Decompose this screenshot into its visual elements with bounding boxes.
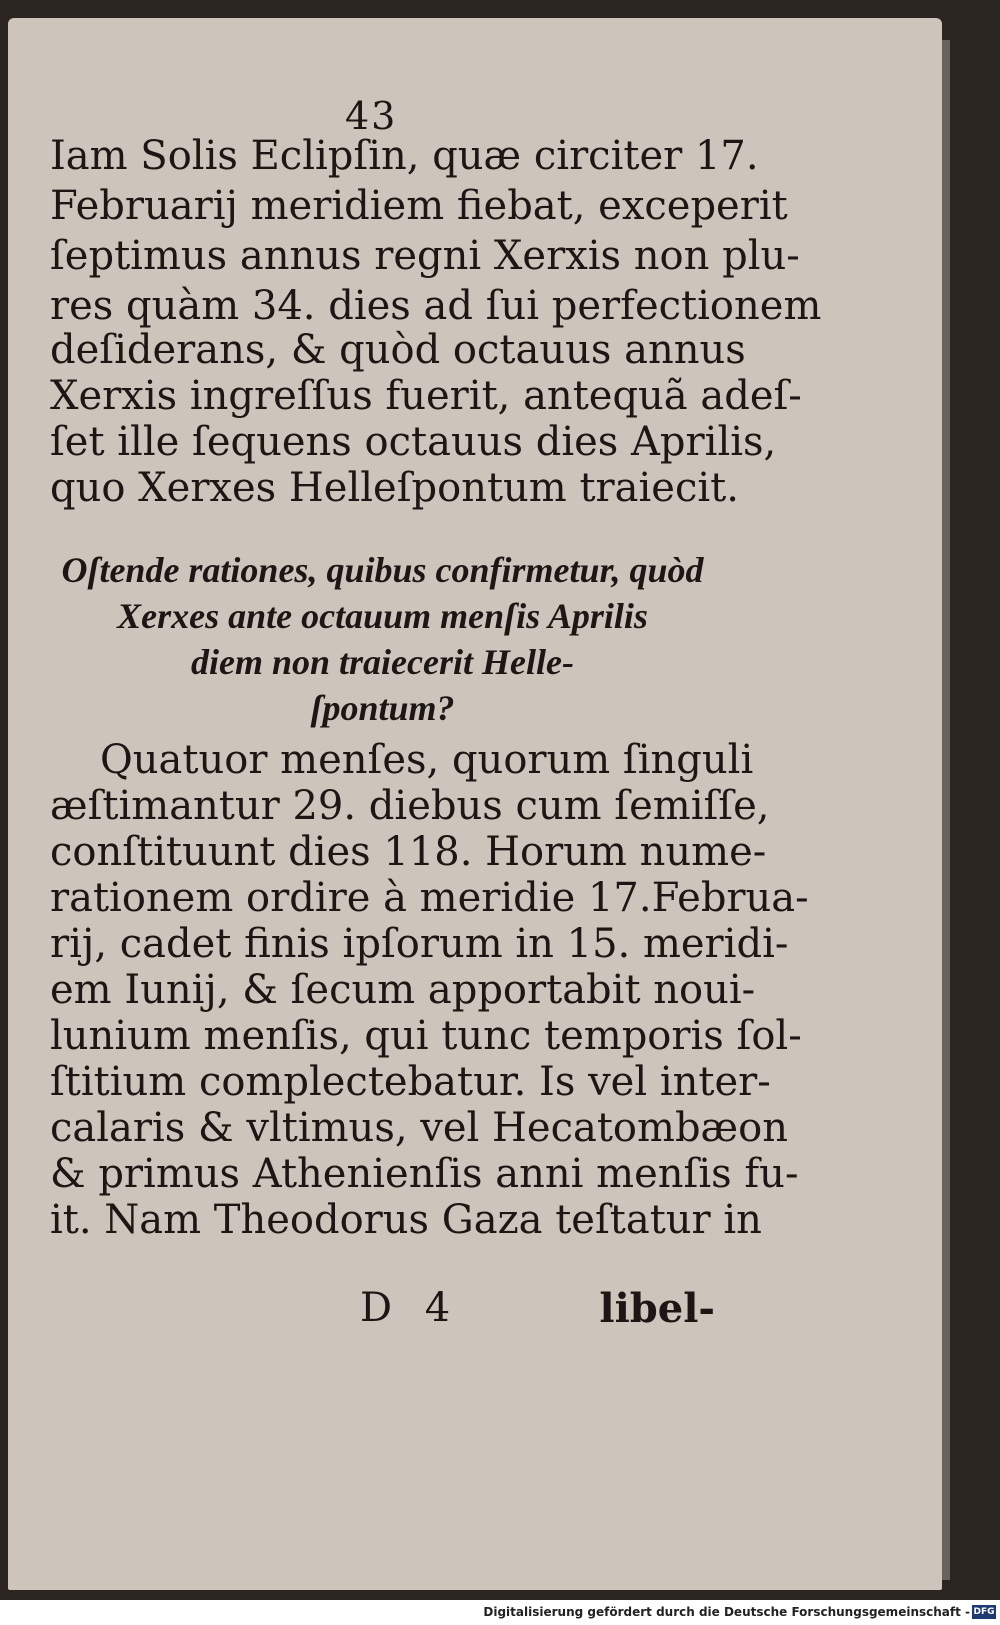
dfg-logo: DFG [973, 1607, 995, 1617]
text-line: rij, cadet finis ipſorum in 15. meridi- [50, 921, 789, 967]
text-line: rationem ordire à meridie 17.Februa- [50, 875, 809, 921]
heading-line: ſpontum? [310, 688, 455, 728]
signature-mark: D 4 [360, 1285, 451, 1331]
heading-line: Oſtende rationes, quibus confirmetur, quòd [61, 550, 704, 590]
heading-line: diem non traiecerit Helle- [191, 642, 574, 682]
text-line: Februarij meridiem fiebat, exceperit [50, 183, 788, 229]
text-line: lunium menſis, qui tunc temporis ſol- [50, 1013, 802, 1059]
text-line: & primus Athenienſis anni menſis fu- [50, 1151, 799, 1197]
text-line: calaris & vltimus, vel Hecatombæon [50, 1105, 788, 1151]
digitization-footer [0, 1600, 1000, 1625]
text-line: ſtitium complectebatur. Is vel inter- [50, 1059, 771, 1105]
text-line: em Iunij, & ſecum apportabit noui- [50, 967, 756, 1013]
text-line: Xerxis ingreſſus fuerit, antequã adeſ- [50, 373, 802, 419]
text-line: it. Nam Theodorus Gaza teſtatur in [50, 1197, 762, 1243]
page-number: 43 [345, 94, 398, 138]
page-edge [942, 40, 950, 1580]
text-line: Quatuor menſes, quorum ſinguli [100, 737, 754, 783]
text-line: ſet ille ſequens octauus dies Aprilis, [50, 419, 777, 465]
funding-credit: Digitalisierung gefördert durch die Deutsche Forschungsgemeinschaft - [483, 1605, 970, 1619]
catchword: libel- [599, 1285, 715, 1332]
text-line: res quàm 34. dies ad ſui perfectionem [50, 283, 822, 329]
text-line: deſiderans, & quòd octauus annus [50, 327, 746, 373]
text-line: ſeptimus annus regni Xerxis non plu- [50, 233, 800, 279]
text-line: quo Xerxes Helleſpontum traiecit. [50, 465, 739, 511]
page-footer-line [50, 1285, 715, 1339]
text-line: conſtituunt dies 118. Horum nume- [50, 829, 767, 875]
text-line: Iam Solis Eclipſin, quæ circiter 17. [50, 133, 759, 179]
text-line: æſtimantur 29. diebus cum ſemiſſe, [50, 783, 770, 829]
heading-line: Xerxes ante octauum menſis Aprilis [117, 596, 648, 636]
